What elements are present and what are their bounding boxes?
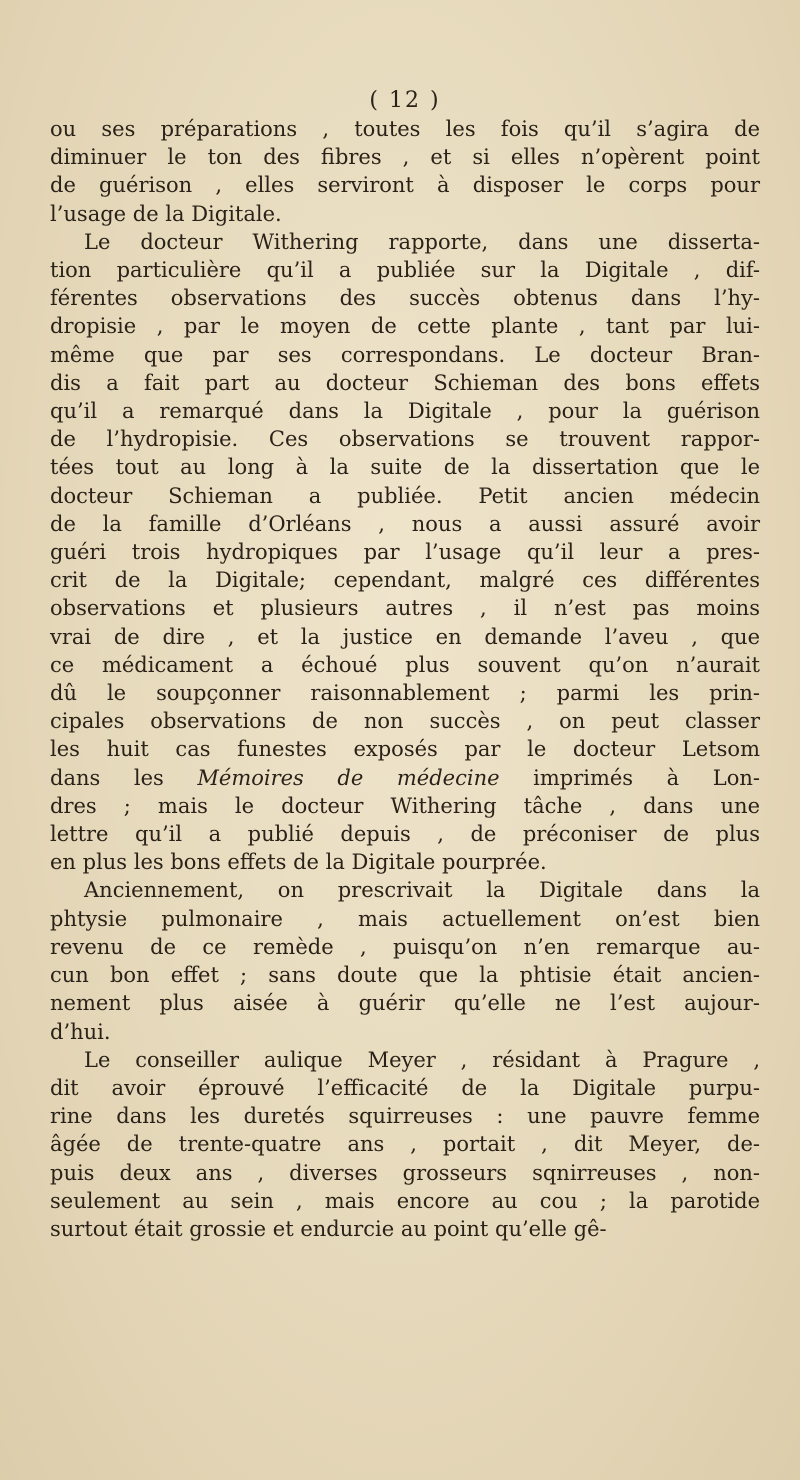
text-line: dû le soupçonner raisonnablement ; parmi les prin-: [50, 681, 760, 706]
text-line: puis deux ans , diverses grosseurs sqnirreuses , non-: [50, 1160, 760, 1185]
text-line: revenu de ce remède , puisqu’on n’en remarque au-: [50, 934, 760, 959]
text-line: âgée de trente-quatre ans , portait , dit Meyer, de-: [50, 1132, 760, 1157]
text-line: diminuer le ton des fibres , et si elles n’opèrent point: [50, 145, 760, 170]
text-line: ou ses préparations , toutes les fois qu’il s’agira de: [50, 117, 760, 141]
text-line: lettre qu’il a publié depuis , de préconiser de plus: [50, 822, 760, 847]
text-line: qu’il a remarqué dans la Digitale , pour la guérison: [50, 399, 760, 424]
text-line: crit de la Digitale; cependant, malgré ces différentes: [50, 568, 760, 593]
text-line: rine dans les duretés squirreuses : une pauvre femme: [50, 1104, 760, 1129]
text-line: dres ; mais le docteur Withering tâche , dans une: [50, 793, 760, 818]
text-line: Le docteur Withering rapporte, dans une disserta-: [84, 229, 760, 254]
italic-title: Mémoires de médecine: [197, 765, 500, 790]
paragraph: [50, 1046, 760, 1243]
text-line: seulement au sein , mais encore au cou ; la parotide: [50, 1188, 760, 1213]
body-text: [50, 115, 760, 1243]
book-page: [40, 0, 770, 1480]
paragraph: [50, 228, 760, 877]
text-line: de guérison , elles serviront à disposer le corps pour: [50, 173, 760, 198]
text-line: Le conseiller aulique Meyer , résidant à Pragure ,: [84, 1047, 760, 1072]
text-line: docteur Schieman a publiée. Petit ancien médecin: [50, 483, 760, 508]
text-line: en plus les bons effets de la Digitale pourprée.: [50, 850, 547, 875]
text-line: observations et plusieurs autres , il n’est pas moins: [50, 596, 760, 621]
page-number: ( 12 ): [369, 88, 441, 113]
text-line: même que par ses correspondans. Le docteur Bran-: [50, 342, 760, 367]
text-line: dit avoir éprouvé l’efficacité de la Digitale purpu-: [50, 1075, 760, 1100]
text-line: dis a fait part au docteur Schieman des bons effets: [50, 370, 760, 395]
text-line: guéri trois hydropiques par l’usage qu’il leur a pres-: [50, 540, 760, 565]
text-line: l’usage de la Digitale.: [50, 201, 282, 226]
text-line: tées tout au long à la suite de la dissertation que le: [50, 455, 760, 480]
text-line: ce médicament a échoué plus souvent qu’on n’aurait: [50, 652, 760, 677]
text-line: dropisie , par le moyen de cette plante , tant par lui-: [50, 314, 760, 339]
text-line: nement plus aisée à guérir qu’elle ne l’est aujour-: [50, 991, 760, 1016]
text-line: cipales observations de non succès , on peut classer: [50, 709, 760, 734]
text-line: d’hui.: [50, 1019, 111, 1044]
text-line: férentes observations des succès obtenus dans l’hy-: [50, 286, 760, 311]
text-line: vrai de dire , et la justice en demande l’aveu , que: [50, 624, 760, 649]
text-line: de l’hydropisie. Ces observations se trouvent rappor-: [50, 427, 760, 452]
paragraph: [50, 876, 760, 1045]
text-line: phtysie pulmonaire , mais actuellement on’est bien: [50, 906, 760, 931]
text-line: Anciennement, on prescrivait la Digitale dans la: [84, 878, 760, 903]
text-line: tion particulière qu’il a publiée sur la Digitale , dif-: [50, 258, 760, 283]
paragraph: [50, 115, 760, 228]
text-line: dans les Mémoires de médecine imprimés à Lon-: [50, 765, 761, 790]
text-line: surtout était grossie et endurcie au point qu’elle gê-: [50, 1216, 607, 1241]
text-line: les huit cas funestes exposés par le docteur Letsom: [50, 737, 760, 762]
text-line: de la famille d’Orléans , nous a aussi assuré avoir: [50, 511, 760, 536]
text-line: cun bon effet ; sans doute que la phtisie était ancien-: [50, 963, 760, 988]
